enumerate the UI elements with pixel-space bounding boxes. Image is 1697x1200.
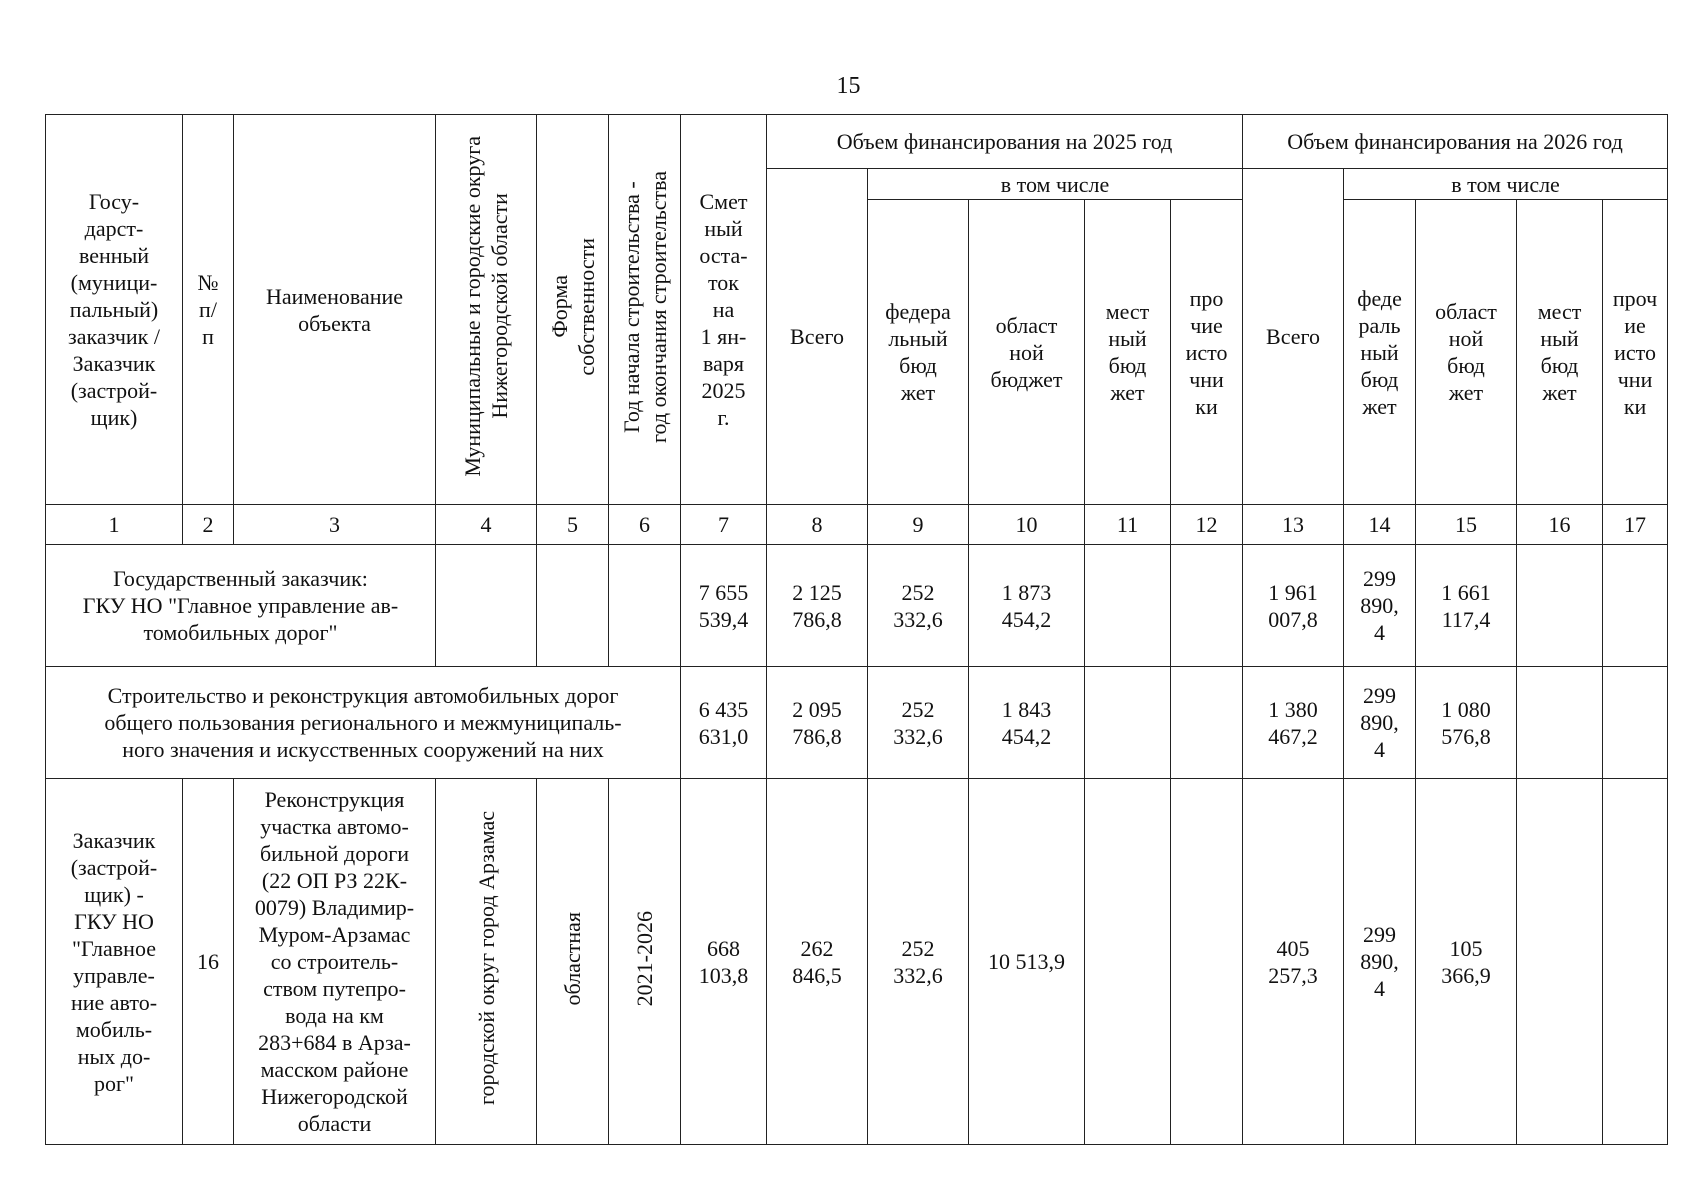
table-row-object (46, 779, 1668, 1145)
empty-cell (1517, 545, 1603, 667)
cell-estimate: 668 103,8 (681, 779, 767, 1145)
column-number: 8 (767, 505, 868, 545)
header-fin-2026: Объем финансирования на 2026 год (1243, 115, 1668, 169)
cell-object-name: Реконструкция участка автомо- бильной дороги (22 ОП РЗ 22К- 0079) Владимир- Муром-Арзамас со строитель- ством путепро- вода на км 283+684 в Арза- масском районе Нижегородской области (234, 779, 436, 1145)
cell-estimate: 6 435 631,0 (681, 667, 767, 779)
column-number: 13 (1243, 505, 1344, 545)
empty-cell (1603, 779, 1668, 1145)
column-number: 2 (183, 505, 234, 545)
cell-regional-2025: 1 873 454,2 (969, 545, 1085, 667)
row-label: Государственный заказчик: ГКУ НО "Главное управление ав- томобильных дорог" (46, 545, 436, 667)
cell-federal-2026: 299 890, 4 (1344, 779, 1416, 1145)
column-number: 12 (1171, 505, 1243, 545)
column-number-row (46, 505, 1668, 545)
cell-ownership-text: областная (560, 911, 585, 1006)
empty-cell (1171, 667, 1243, 779)
header-years (609, 115, 681, 505)
header-municipal-text: Муниципальные и городские округа Нижегородской области (460, 136, 512, 477)
cell-regional-2025: 1 843 454,2 (969, 667, 1085, 779)
header-total-2025: Всего (767, 169, 868, 505)
cell-total-2025: 2 095 786,8 (767, 667, 868, 779)
empty-cell (1517, 667, 1603, 779)
header-local-2026: мест ный бюд жет (1517, 200, 1603, 505)
header-federal-2026: феде раль ный бюд жет (1344, 200, 1416, 505)
financing-table (45, 114, 1668, 1145)
cell-estimate: 7 655 539,4 (681, 545, 767, 667)
header-other-2026: проч ие исто чни ки (1603, 200, 1668, 505)
cell-regional-2025: 10 513,9 (969, 779, 1085, 1145)
cell-total-2026: 1 961 007,8 (1243, 545, 1344, 667)
empty-cell (537, 545, 609, 667)
cell-years (609, 779, 681, 1145)
header-years-text: Год начала строительства - год окончания строительства (618, 170, 671, 443)
header-regional-2026: област ной бюд жет (1416, 200, 1517, 505)
column-number: 4 (436, 505, 537, 545)
column-number: 11 (1085, 505, 1171, 545)
table-row-roads (46, 667, 1668, 779)
header-ownership (537, 115, 609, 505)
column-number: 16 (1517, 505, 1603, 545)
cell-federal-2025: 252 332,6 (868, 667, 969, 779)
header-local-2025: мест ный бюд жет (1085, 200, 1171, 505)
column-number: 15 (1416, 505, 1517, 545)
cell-total-2025: 2 125 786,8 (767, 545, 868, 667)
empty-cell (436, 545, 537, 667)
empty-cell (1085, 779, 1171, 1145)
row-label: Строительство и реконструкция автомобильных дорог общего пользования регионального и межмуниципаль- ного значения и искусственных сооружений на них (46, 667, 681, 779)
empty-cell (1171, 545, 1243, 667)
cell-federal-2026: 299 890, 4 (1344, 545, 1416, 667)
header-name: Наименование объекта (234, 115, 436, 505)
cell-years-text: 2021-2026 (632, 910, 657, 1007)
page-number: 15 (836, 73, 861, 99)
empty-cell (1085, 545, 1171, 667)
header-federal-2025: федера льный бюд жет (868, 200, 969, 505)
cell-municipal (436, 779, 537, 1145)
empty-cell (1171, 779, 1243, 1145)
column-number: 1 (46, 505, 183, 545)
table-row-state-customer (46, 545, 1668, 667)
cell-total-2025: 262 846,5 (767, 779, 868, 1145)
cell-regional-2026: 1 661 117,4 (1416, 545, 1517, 667)
cell-federal-2025: 252 332,6 (868, 545, 969, 667)
empty-cell (1517, 779, 1603, 1145)
column-number: 17 (1603, 505, 1668, 545)
header-estimate: Смет ный оста- ток на 1 ян- варя 2025 г. (681, 115, 767, 505)
empty-cell (1603, 545, 1668, 667)
header-ownership-text: Форма собственности (546, 237, 599, 376)
column-number: 3 (234, 505, 436, 545)
cell-num: 16 (183, 779, 234, 1145)
cell-regional-2026: 105 366,9 (1416, 779, 1517, 1145)
header-num: № п/ п (183, 115, 234, 505)
header-total-2026: Всего (1243, 169, 1344, 505)
header-fin-2025: Объем финансирования на 2025 год (767, 115, 1243, 169)
cell-customer: Заказчик (застрой- щик) - ГКУ НО "Главное управле- ние авто- мобиль- ных до- рог" (46, 779, 183, 1145)
column-number: 5 (537, 505, 609, 545)
cell-federal-2025: 252 332,6 (868, 779, 969, 1145)
column-number: 7 (681, 505, 767, 545)
column-number: 9 (868, 505, 969, 545)
header-customer: Госу- дарст- венный (муници- пальный) заказчик / Заказчик (застрой- щик) (46, 115, 183, 505)
cell-ownership (537, 779, 609, 1145)
cell-municipal-text: городской округ город Арзамас (473, 811, 499, 1106)
cell-total-2026: 1 380 467,2 (1243, 667, 1344, 779)
header-municipal (436, 115, 537, 505)
column-number: 14 (1344, 505, 1416, 545)
column-number: 6 (609, 505, 681, 545)
header-incl-2025: в том числе (868, 169, 1243, 200)
cell-federal-2026: 299 890, 4 (1344, 667, 1416, 779)
column-number: 10 (969, 505, 1085, 545)
header-incl-2026: в том числе (1344, 169, 1668, 200)
cell-total-2026: 405 257,3 (1243, 779, 1344, 1145)
header-other-2025: про чие исто чни ки (1171, 200, 1243, 505)
header-regional-2025: област ной бюджет (969, 200, 1085, 505)
empty-cell (1085, 667, 1171, 779)
cell-regional-2026: 1 080 576,8 (1416, 667, 1517, 779)
empty-cell (1603, 667, 1668, 779)
empty-cell (609, 545, 681, 667)
